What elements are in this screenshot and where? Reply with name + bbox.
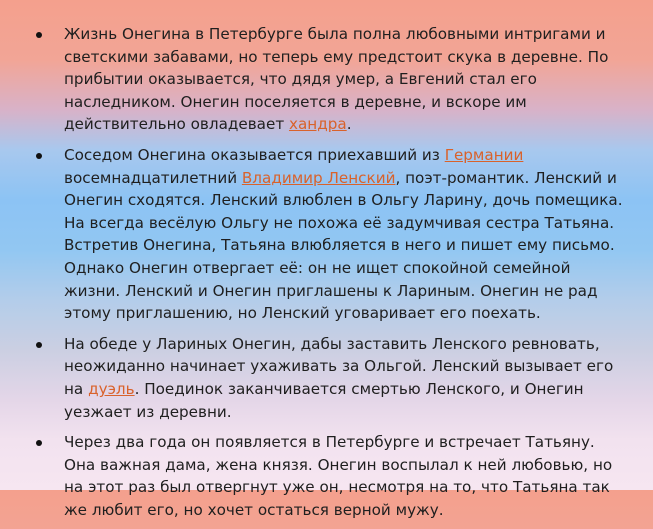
bullet-dot-icon <box>36 440 42 446</box>
bullet-dot-icon <box>36 342 42 348</box>
paragraph-text: Соседом Онегина оказывается приехавший из <box>64 145 445 164</box>
paragraph-text: восемнадцатилетний <box>64 168 242 187</box>
paragraph-text: . Поединок заканчивается смертью Ленского, и Онегин уезжает из деревни. <box>64 379 584 421</box>
bullet-dot-icon <box>36 153 42 159</box>
link-khandra[interactable]: хандра <box>289 115 347 134</box>
bullet-item-3 <box>36 333 628 423</box>
bullet-item-4 <box>36 431 628 521</box>
paragraph-text: На обеде у Лариных Онегин, дабы заставить Ленского ревновать, неожиданно начинает ухаживать за Ольгой. Ленский вызывает его на <box>64 334 614 398</box>
link-germany[interactable]: Германии <box>444 145 524 164</box>
paragraph-text: , поэт-романтик. Ленский и Онегин сходятся. Ленский влюблен в Ольгу Ларину, дочь помещика. На всегда весёлую Ольгу не похожа её задумчивая сестра Татьяна. Встретив Онегина, Татьяна влюбляется в него и пишет ему письмо. Однако Онегин отвергает её: он не ищет спокойной семейной жизни. Ленский и Онегин приглашены к Лариным. Онегин не рад этому приглашению, но Ленский уговаривает его поехать. <box>64 168 623 323</box>
bullet-dot-icon <box>36 32 42 38</box>
bullet-item-2 <box>36 144 628 325</box>
paragraph-text: Через два года он появляется в Петербурге и встречает Татьяну. Она важная дама, жена князя. Онегин воспылал к ней любовью, но на этот раз был отвергнут уже он, несмотря на то, что Татьяна так же любит его, но хочет остаться верной мужу. <box>64 433 613 519</box>
bullet-item-1 <box>36 23 628 136</box>
paragraph-text: Жизнь Онегина в Петербурге была полна любовными интригами и светскими забавами, но теперь ему предстоит скука в деревне. По прибытии оказывается, что дядя умер, а Евгений стал его наследником. Онегин поселяется в деревне, и вскоре им действительно овладевает <box>64 25 609 134</box>
paragraph-text: . <box>346 115 352 134</box>
link-vladimir-lensky[interactable]: Владимир Ленский <box>241 168 396 187</box>
link-duel[interactable]: дуэль <box>88 379 135 398</box>
bullet-list <box>36 23 628 529</box>
